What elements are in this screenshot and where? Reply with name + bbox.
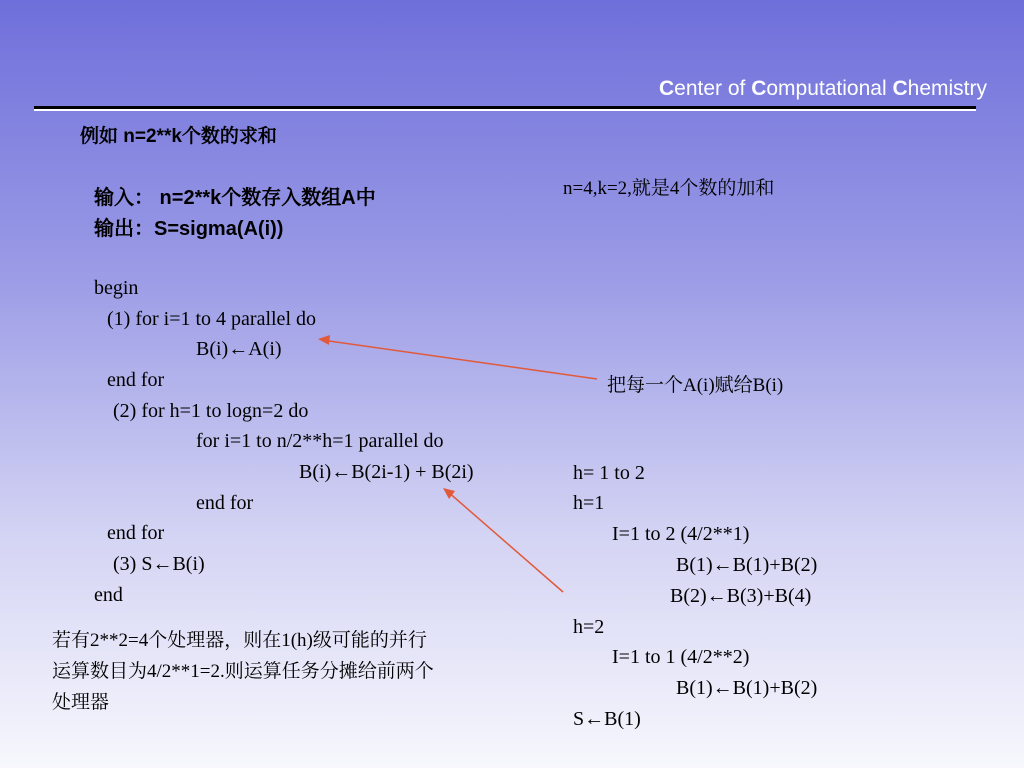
title-rest-3: hemistry	[907, 77, 987, 100]
trace-h1: h=1	[573, 492, 605, 514]
output-line: 输出：S=sigma(A(i))	[94, 218, 284, 240]
trace-i-range-2: I=1 to 1 (4/2**2)	[612, 646, 750, 668]
code-step3: (3) S←B(i)	[113, 553, 205, 575]
code-assign: B(i)←A(i)	[196, 338, 282, 360]
arrowhead-assign	[318, 335, 330, 345]
trace-b1-step1: B(1)←B(1)+B(2)	[676, 554, 818, 576]
trace-b2-step1: B(2)←B(3)+B(4)	[670, 585, 812, 607]
trace-i-range-1: I=1 to 2 (4/2**1)	[612, 523, 750, 545]
arrow-to-assign	[322, 340, 597, 379]
code-begin: begin	[94, 277, 139, 299]
trace-h-range: h= 1 to 2	[573, 462, 645, 484]
title-rest-1: enter of	[674, 77, 752, 100]
code-sum: B(i)←B(2i-1) + B(2i)	[299, 461, 474, 483]
note-processors-line-1: 若有2**2=4个处理器，则在1(h)级可能的并行	[52, 630, 427, 651]
title-cap-2: C	[751, 77, 767, 100]
code-endfor-inner: end for	[196, 492, 254, 514]
trace-h2: h=2	[573, 616, 605, 638]
code-endfor-1: end for	[107, 369, 165, 391]
title-cap-1: C	[658, 77, 675, 100]
note-processors-line-2: 运算数目为4/2**1=2.则运算任务分摊给前两个	[52, 661, 434, 682]
code-endfor-2: end for	[107, 522, 165, 544]
example-title: 例如 n=2**k个数的求和	[80, 126, 277, 147]
code-step1-for: (1) for i=1 to 4 parallel do	[107, 308, 316, 330]
trace-s-result: S←B(1)	[573, 708, 641, 730]
note-processors-line-3: 处理器	[52, 692, 110, 713]
note-assign: 把每一个A(i)赋给B(i)	[607, 375, 784, 396]
title-rest-2: omputational	[766, 77, 893, 100]
input-line: 输入： n=2**k个数存入数组A中	[94, 187, 376, 209]
code-end: end	[94, 584, 123, 606]
title-cap-3: C	[892, 77, 908, 100]
note-n4-k2: n=4,k=2,就是4个数的加和	[563, 178, 775, 199]
arrow-to-sum	[447, 491, 563, 592]
code-step2-for: (2) for h=1 to logn=2 do	[113, 400, 309, 422]
trace-b1-step2: B(1)←B(1)+B(2)	[676, 677, 818, 699]
code-inner-for: for i=1 to n/2**h=1 parallel do	[196, 430, 444, 452]
